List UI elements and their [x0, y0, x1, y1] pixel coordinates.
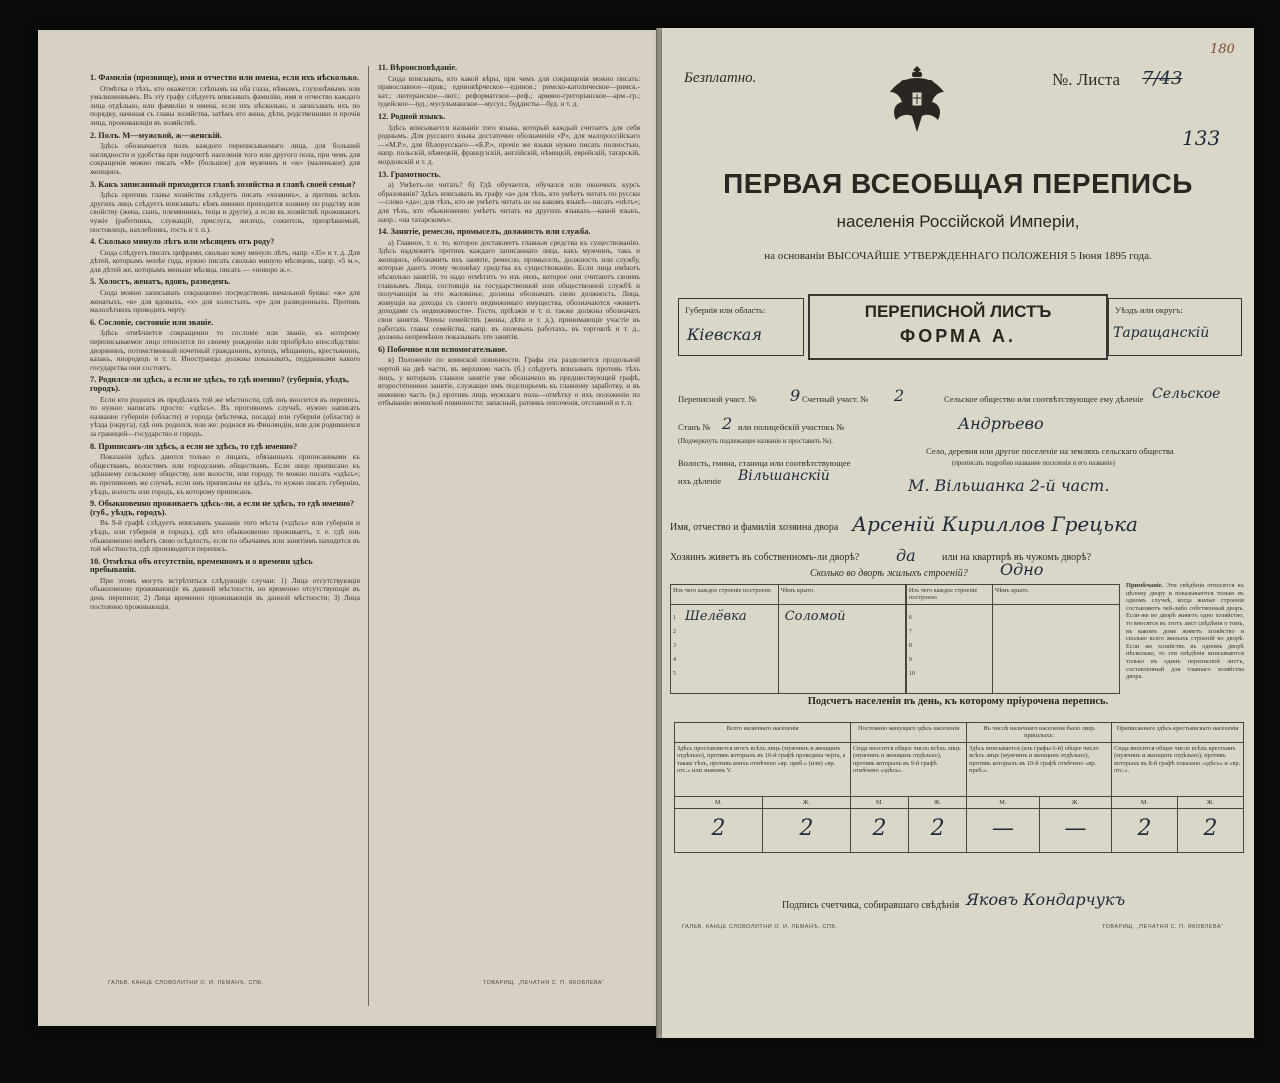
- instruction-heading: 1. Фамилія (прозвище), имя и отчество или имена, если ихъ нѣсколько.: [90, 73, 359, 82]
- printer-footer-right: ТОВАРИЩ. „ПЕЧАТНЯ С. П. ЯКОВЛЕВА“: [1102, 924, 1224, 930]
- guberniya-box: [678, 298, 804, 356]
- instruction-heading: 4. Сколько минуло лѣтъ или мѣсяцевъ отъ роду?: [90, 237, 275, 247]
- mf-f-1: Ж.: [762, 796, 850, 808]
- bt-head-material: Изъ чего каждое строеніе построено: [671, 585, 779, 605]
- printer-footer-left: ГАЛЬВ. КАНЦЕ СЛОВОЛИТНИ О. И. ЛЕМАНЪ. СПБ.: [108, 980, 264, 986]
- left-column-1: [90, 70, 360, 613]
- buildings-table: [670, 584, 1120, 694]
- count-value: 2: [711, 815, 726, 841]
- instruction-heading: 12. Родной языкъ.: [378, 111, 446, 121]
- rent-label: или на квартирѣ въ чужомъ дворѣ?: [942, 552, 1092, 563]
- bt-material-cell-2: 6 7 8 9 10: [906, 604, 993, 693]
- police-label: или полицейскій участокъ №: [738, 422, 845, 432]
- printer-footer-left: ГАЛЬВ. КАНЦЕ СЛОВОЛИТНИ О. И. ЛЕМАНЪ. СПБ.: [682, 924, 838, 930]
- top-corner-number: 180: [1210, 42, 1235, 57]
- count-col-3-head: Въ числѣ наличнаго населенія было лицъ пришлыхъ:: [967, 723, 1112, 743]
- instruction-text: а) Умѣетъ-ли читать? б) Гдѣ обучается, обучался или окончилъ курсъ образованія? Здѣсь вписывать въ графу «а» для тѣхъ, кто умѣетъ читать по русски—слово «да»; для тѣхъ, кто не умѣетъ читать не на какомъ языкѣ—писать «нѣтъ»; для тѣхъ, кто обыкновенно умѣетъ читать на другихъ языкахъ—какой языкъ, напр.: «на татарскомъ».: [378, 180, 640, 224]
- mf-f-3: Ж.: [1039, 796, 1111, 808]
- column-rule: [368, 66, 369, 1006]
- instruction-heading: 9. Обыкновенно проживаетъ здѣсь-ли, а если не здѣсь, то гдѣ именно? (губ., уѣздъ, городъ).: [90, 499, 355, 517]
- instruction-text: Сюда слѣдуетъ писать цифрами, сколько кому минуло лѣтъ, напр. «35» и т. д. Для дѣтей, которымъ менѣе года, нужно писать сколько минуло мѣсяцевъ, напр. «5 м.», для дѣтей же, которымъ меньше мѣсяца, писать — «новоро ж.».: [90, 247, 360, 274]
- population-count-table: [674, 722, 1244, 853]
- mf-m-4: М.: [1112, 796, 1178, 808]
- bt-head-roof: Чѣмъ крыто.: [778, 585, 906, 605]
- instruction-text: Если кто родился въ предѣлахъ той же мѣстности, гдѣ онъ вносится въ перепись, то нужно написать просто: «здѣсь». Въ противномъ случаѣ, нужно написать название губерніи (области) и города (мѣстечка, посада) или губернія (области) и уѣзда (округа), гдѣ онъ родился, или же: родился въ Финляндіи, или для родившихся за границей—государство и городъ.: [90, 394, 360, 438]
- instruction-heading: 6) Побочное или вспомогательное.: [378, 344, 508, 354]
- count-value: 2: [930, 815, 945, 841]
- instruction-text: Здѣсь противъ главы хозяйства слѣдуетъ писать «хозяинъ», а противъ всѣхъ другихъ лицъ слѣдуетъ вписывать: кѣмъ именно приходится хозяину по родству или свойству (жена, сынъ, племянникъ, теща и другіе), а если въ хозяйствѣ проживаютъ чужіе (работникъ, служащій, прислуга, жилецъ, сожитель, призрѣваемый, постоялецъ, нахлебникъ, гость и т. п.).: [90, 190, 360, 234]
- count-col-3-note: Здѣсь вписывается (изъ графы 6-й) общее число всѣхъ лицъ (мужчинъ и женщинъ отдѣльно), противъ которыхъ въ 10-й графѣ отмѣчено «вр. преб.».: [967, 742, 1112, 796]
- corner-number-handwritten: 133: [1182, 126, 1221, 150]
- instruction-heading: 8. Приписанъ-ли здѣсь, а если не здѣсь, то гдѣ именно?: [90, 441, 298, 451]
- count-value: 2: [799, 815, 814, 841]
- uezd-label: Уѣздъ или округъ:: [1115, 305, 1183, 315]
- stan-handwritten: 2: [722, 414, 733, 433]
- count-col-4-note: Сюда вносится общее число всѣхъ крестьянъ (мужчинъ и женщинъ отдѣльно), противъ которыхъ въ 8-й графѣ показано «здѣсь» и «вр. отс.».: [1112, 742, 1244, 796]
- instruction-text: Здѣсь обозначается полъ каждого переписываемаго лица, для большей наглядности и удобства при подсчетѣ населенія того или другого пола, при чемъ для сокращенія можно писать «М» (большое) для мужчинъ и «ж» (маленькое) для женщинъ.: [90, 141, 360, 176]
- selo-label: Село, деревня или другое поселеніе на земляхъ сельскаго общества: [926, 446, 1174, 456]
- signature-handwritten: Яковъ Кондарчукъ: [966, 890, 1126, 909]
- instruction-text: Показанія здѣсь даются только о лицахъ, обязанныхъ приписанными къ обществамъ, волостямъ или городскимъ обществамъ. Если лицо приписано къ здѣшнему сельскому обществу, или волости, или городу, то можно писать «здѣсь»; въ противномъ же случаѣ, если онъ приписаны не здѣсь, то нужно писать губернію, уѣздъ, волость или городъ, къ которому приписанъ.: [90, 452, 360, 496]
- guberniya-handwritten: Кіевская: [687, 325, 762, 344]
- count-value: —: [991, 815, 1014, 841]
- bt-head-roof-2: Чѣмъ крыто.: [992, 585, 1119, 605]
- count-value: 2: [1137, 815, 1152, 841]
- form-title: ПЕРЕПИСНОЙ ЛИСТЪ: [864, 302, 1052, 321]
- bt-row1-roof: Соломой: [784, 608, 846, 624]
- owner-label: Имя, отчество и фамилія хозяина двора: [670, 522, 839, 533]
- uezd-handwritten: Таращанскій: [1113, 325, 1210, 341]
- obshchestvo-handwritten-1: Сельское: [1152, 386, 1221, 402]
- count-value: —: [1064, 815, 1087, 841]
- count-col-1-head: Всего наличнаго населенія: [675, 723, 851, 743]
- underline-note: (Подчеркнуть подлежащее названіе и проставить №).: [678, 438, 833, 445]
- owner-handwritten: Арсеній Кириллов Грецька: [852, 512, 1138, 536]
- instruction-heading: 14. Занятіе, ремесло, промыселъ, должность или служба.: [378, 227, 591, 237]
- uezd-box: [1108, 298, 1242, 356]
- bt-row1-material: Шелёвка: [685, 608, 747, 624]
- mf-f-4: Ж.: [1177, 796, 1243, 808]
- instruction-heading: 6. Сословіе, состояніе или званіе.: [90, 317, 214, 327]
- own-house-label: Хозяинъ живетъ въ собственномъ-ли дворѣ?: [670, 552, 860, 563]
- buildings-label: Сколько во дворѣ жилыхъ строеній?: [810, 568, 968, 579]
- buildings-handwritten: Одно: [1000, 560, 1044, 579]
- instruction-heading: 10. Отмѣтка объ отсутствіи, временномъ и о времени здѣсь пребыванія.: [90, 556, 313, 575]
- form-letter: ФОРМА А.: [899, 326, 1017, 346]
- remark-title: Примѣчаніе.: [1126, 582, 1164, 589]
- signature-label: Подпись счетчика, собиравшаго свѣдѣнія: [782, 900, 960, 911]
- mf-m-1: М.: [675, 796, 763, 808]
- schetny-label: Счетный участ. №: [802, 394, 869, 404]
- sheet-number-handwritten: 7/43: [1142, 68, 1183, 89]
- obshchestvo-handwritten-2: Андрѣево: [958, 414, 1044, 433]
- bt-roof-cell-2: [992, 604, 1119, 693]
- instruction-heading: 7. Родился-ли здѣсь, а если не здѣсь, то гдѣ именно? (губернія, уѣздъ, городъ).: [90, 375, 349, 393]
- mf-m-3: М.: [967, 796, 1039, 808]
- printer-footer-right: ТОВАРИЩ. „ПЕЧАТНЯ С. П. ЯКОВЛЕВА“: [483, 980, 605, 986]
- count-value: 2: [872, 815, 887, 841]
- form-title-box: [808, 294, 1108, 360]
- legal-basis: на основаніи ВЫСОЧАЙШЕ УТВЕРЖДЕННАГО ПОЛОЖЕНІЯ 5 Іюня 1895 года.: [764, 250, 1152, 262]
- instruction-text: Сюда вписывать, кто какой вѣры, при чемъ для сокращенія можно писать: православное—прав.; единовѣрческое—единов.; римско-католическое—римск.-кат.; лютеранское—лют.; реформатское—реф.; армяно-грегоріанское—арм.-гр.; іудейское—іуд.; мусульманское—мусул.; буддисты—буд. и т. д.: [378, 73, 640, 109]
- instruction-text: Отмѣтка о тѣхъ, кто окажется: слѣпымъ на оба глаза, нѣмымъ, глухонѣмымъ или умалишеннымъ. Въ эту графу слѣдуетъ вписывать фамилію, имя и отчество каждаго лица отдѣльно, или фамилію и имена, если ихъ нѣсколько, и записывать ихъ по порядку, начиная съ главы хозяйства, затѣмъ его жена, дѣти, родственники и прочія лица, проживающія въ хозяйствѣ.: [90, 83, 360, 127]
- instruction-text: Здѣсь вписывается названіе того языка, который каждый считаетъ для себя роднымъ. Для русского языка достаточно обозначенія «Р», для малороссійскаго—«М.Р.», для бѣлорусскаго—«Б.Р.», прочіе же языки нужно писать полностью, напр. польскій, нѣмецкій, французскій, англійскій, нѣмецкій, еврейскій, татарскій, мордовскій и т. д.: [378, 122, 640, 166]
- remark-text: Эти свѣдѣнія относятся къ цѣлому двору и показываются только въ одномъ случаѣ, когда жилые строенія составляютъ чей-либо собственный дворъ. Если-же во дворѣ живетъ одно хозяйство, то вносятся въ этотъ лист свѣдѣнія о томъ, въ какомъ доме живетъ хозяйство и сколько всего жилыхъ строеній во дворѣ. Если же хозяйствъ въ одномъ дворѣ нѣсколько, то эти свѣдѣнія вписываются только въ одинъ переписной листъ, составленный для главнаго хозяйства двора.: [1126, 582, 1244, 681]
- instruction-heading: 13. Грамотность.: [378, 169, 441, 179]
- count-title: Подсчетъ населенія въ день, къ которому пріурочена перепись.: [807, 696, 1109, 707]
- instruction-text: а) Главное, т. е. то, которое доставляетъ главныя средства къ существованію. Здѣсь надлежитъ противъ каждаго записаннаго лица, какъ мужчинъ, такъ и женщинъ, обозначить ихъ занятіе, ремесло, промыселъ, должность или службу, которые даютъ этому человѣку средства къ существованію. Если лица имѣютъ нѣсколько занятій, то надо отмѣтить то изъ нихъ, которое они считаютъ своимъ главнымъ. Лица, состоящія на государственной или общественной службѣ и получающія за это жалованье, должны обозначать свою должность. Лица, живущія на доходы съ своего недвижимаго имущества, обозначаются «живетъ доходами съ недвижимости». Гости, пріѣзжіе и т. п. также должны обозначать свои занятія. Члены семействъ (жены, дѣти и т. д.), принимающіе участіе въ работахъ главы семейства, напр. въ полевыхъ работахъ, въ торговлѣ и т. д., должны непремѣнно показывать эти занятія.: [378, 237, 640, 342]
- volost-label: Волость, гмина, станица или соотвѣтствующее: [678, 458, 851, 468]
- obshchestvo-label: Сельское общество или соотвѣтствующее ему дѣленіе: [944, 394, 1144, 404]
- instruction-text: Сюда можно записывать сокращенно посредствомъ начальной буквы: «ж» для женатыхъ, «в» для вдовыхъ, «х» для холостыхъ, «р» для разведенныхъ. Противъ малолѣтнихъ проводить черту.: [90, 288, 360, 315]
- mf-m-2: М.: [850, 796, 908, 808]
- instruction-text: Въ 9-й графѣ слѣдуетъ вписывать указаніе того мѣста («здѣсь» или губернія и уѣздъ, или губернія и городъ), гдѣ кто обыкновенно проживаетъ, т. е. гдѣ онъ обыкновенно имѣетъ свою осѣдлость, если по обычаямъ или занятіямъ находится въ той мѣстности, гдѣ производится перепись.: [90, 518, 360, 554]
- guberniya-label: Губернія или область:: [685, 305, 766, 315]
- count-col-4-head: Приписаннаго здѣсь крестьянскаго населенія: [1112, 723, 1244, 743]
- schetny-handwritten: 2: [894, 386, 905, 405]
- volost-label-2: ихъ дѣленіе: [678, 476, 722, 486]
- bt-head-material-2: Изъ чего каждое строеніе построено: [906, 585, 993, 605]
- census-subtitle: населенія Россійской Имперіи,: [836, 212, 1080, 231]
- free-label: Безплатно.: [684, 70, 757, 86]
- instruction-heading: 3. Какъ записанный приходится главѣ хозяйства и главѣ своей семьи?: [90, 179, 356, 189]
- sheet-number-label: №. Листа: [1052, 70, 1121, 89]
- instruction-heading: 2. Полъ. М—мужской, ж—женскій.: [90, 130, 222, 140]
- census-title: ПЕРВАЯ ВСЕОБЩАЯ ПЕРЕПИСЬ: [723, 168, 1193, 199]
- mf-f-2: Ж.: [909, 796, 967, 808]
- instruction-heading: 11. Вѣроисповѣданіе.: [378, 63, 458, 72]
- count-col-2-note: Сюда вносится общее число всѣхъ лицъ (мужчинъ и женщинъ отдѣльно), противъ которыхъ въ 9-й графѣ отмѣчено «здѣсь».: [850, 742, 966, 796]
- own-house-handwritten: да: [896, 546, 916, 565]
- uchastok-label: Переписной участ. №: [678, 394, 757, 404]
- count-col-1-note: Здѣсь проставляется итогъ всѣхъ лицъ (мужчинъ и женщинъ отдѣльно), противъ которыхъ въ 10-й графѣ проведена черта, а также тѣхъ, противъ коихъ отмѣчено «вр. преб.» (или) «вр. отс.» или знакомъ V.: [675, 742, 851, 796]
- uchastok-handwritten: 9: [790, 386, 801, 405]
- count-col-2-head: Постоянно живущаго здѣсь населенія: [850, 723, 966, 743]
- stan-label: Станъ №: [678, 422, 711, 432]
- volost-handwritten: Вільшанскій: [738, 468, 830, 484]
- bt-material-cell: Шелёвка 1 2 3 4 5: [671, 604, 779, 693]
- instruction-text: Здѣсь отмѣчается сокращенно то сословіе или званіе, къ которому переписываемое лицо относится по своему рожденію или пріобрѣло впослѣдствіи: дворянинъ, потомственный почетный гражданинъ, купецъ, мѣщанинъ, крестьянинъ, казакъ, инородецъ и т. п. Иностранцы должны показывать, подданными какого государства они состоятъ.: [90, 328, 360, 372]
- selo-handwritten: М. Вільшанка 2-й част.: [908, 476, 1110, 495]
- count-value: 2: [1203, 815, 1218, 841]
- instruction-heading: 5. Холостъ, женатъ, вдовъ, разведенъ.: [90, 277, 231, 287]
- selo-note: (прописать подробно название поселенія и его названіе): [952, 460, 1115, 467]
- double-headed-eagle-emblem: [884, 62, 950, 138]
- remark-block: [1126, 582, 1244, 681]
- left-column-2: [378, 60, 640, 410]
- right-page: [662, 28, 1254, 1038]
- instruction-text: в) Положеніе по воинской повинности. Графа эта разделяется продольной чертой на двѣ части, въ верхнюю часть (б.) слѣдуетъ вписывать противъ тѣхъ лицъ, у которыхъ главное занятіе уже обозначено въ предшествующей графѣ, второстепенное занятіе, служащее имъ подспорьемъ къ главному заработку, и въ нижнюю часть (в.) противъ лицъ мужскаго пола—отмѣтку о ихъ положеніи по отбыванію воинской повинности: запасный, ратникъ ополченія, отставной и т. п.: [378, 355, 640, 408]
- instruction-text: При этомъ могутъ встрѣтиться слѣдующіе случаи: 1) Лица отсутствующія обыкновенно проживающіе въ данной мѣстности, но временно отсутствующіе въ день переписи; 2) Лица временно проживающія въ данной мѣстности; 3) Лица постоянно проживающія.: [90, 575, 360, 611]
- left-page: [38, 30, 658, 1026]
- bt-roof-cell: [778, 604, 906, 693]
